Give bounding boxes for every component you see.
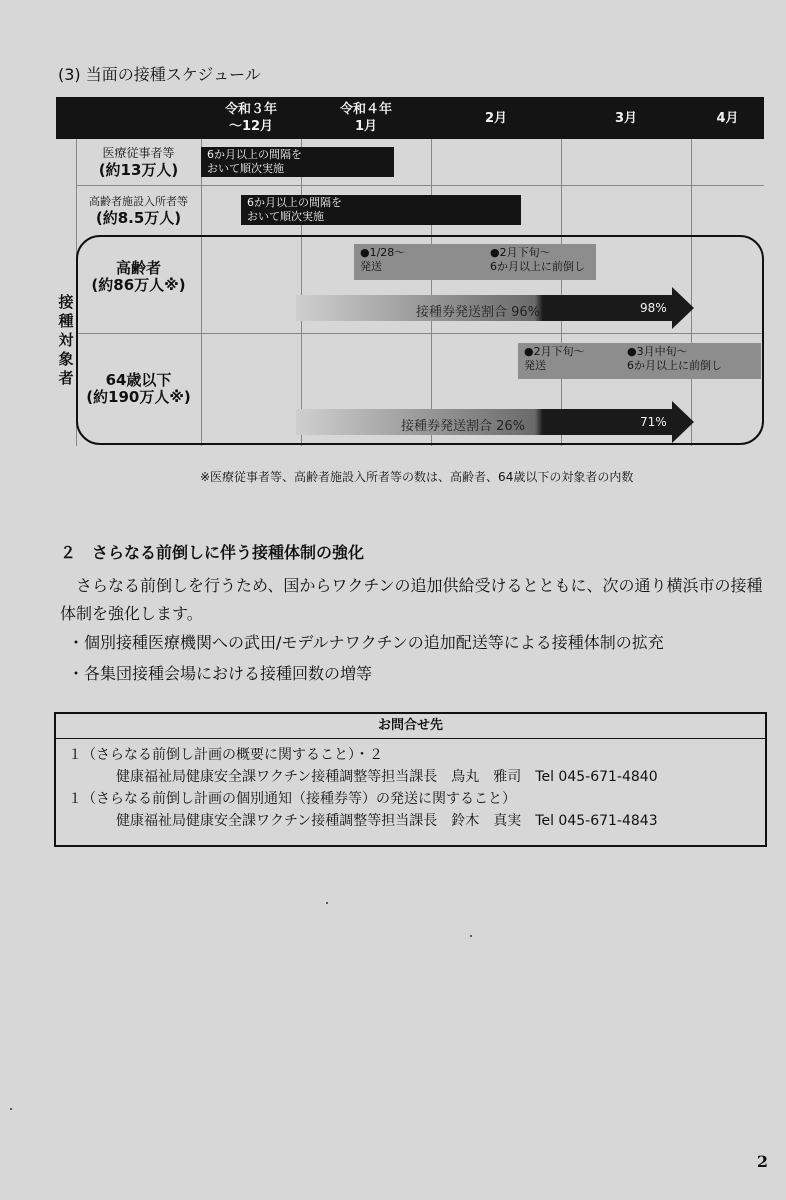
col-header-line2: 2月 — [484, 110, 508, 126]
arrow-elderly-value: 98% — [640, 301, 667, 315]
col-header-feb — [431, 97, 561, 139]
row-name: 医療従事者等 — [102, 146, 175, 160]
section-title: (3) 当面の接種スケジュール — [58, 65, 261, 84]
schedule-header — [56, 97, 764, 139]
row-name: 64歳以下 — [105, 371, 172, 389]
arrow-under64-label: 接種券発送割合 26% — [401, 419, 526, 434]
bullet-item: ・各集団接種会場における接種回数の増等 — [68, 664, 373, 683]
bar-facility: 6か月以上の間隔を おいて順次実施 — [241, 195, 521, 225]
row-name: 高齢者施設入所者等 — [89, 195, 188, 208]
page-number: 2 — [756, 1152, 768, 1171]
footnote: ※医療従事者等、高齢者施設入所者等の数は、高齢者、64歳以下の対象者の内数 — [200, 470, 634, 484]
col-header-jan — [301, 97, 431, 139]
col-header-apr — [691, 97, 764, 139]
contact-line: 健康福祉局健康安全課ワクチン接種調整等担当課長 鳥丸 雅司 Tel 045-671-4840 — [116, 769, 658, 785]
col-header-line2: 1月 — [354, 119, 378, 134]
col-header-line1: 令和４年 — [339, 102, 392, 117]
scan-speck — [326, 902, 328, 904]
contact-title: お問合せ先 — [56, 714, 765, 739]
vertical-char: 接 — [58, 292, 74, 311]
row-count: (約190万人※) — [86, 388, 191, 406]
note-elderly-send: ●1/28～ 発送 — [354, 244, 484, 280]
schedule-table — [56, 97, 764, 446]
row-count: (約86万人※) — [91, 276, 186, 294]
vertical-char: 者 — [58, 368, 74, 387]
contact-line: １（さらなる前倒し計画の個別通知（接種券等）の発送に関すること） — [68, 791, 516, 807]
row-label-medical — [76, 139, 201, 185]
col-header-line2: 3月 — [614, 110, 638, 126]
scan-speck — [470, 935, 472, 937]
vertical-char: 種 — [58, 311, 74, 330]
contact-line: １（さらなる前倒し計画の概要に関すること）・２ — [68, 747, 383, 763]
note-elderly-advance: ●2月下旬～ 6か月以上に前倒し — [484, 244, 596, 280]
bar-medical: 6か月以上の間隔を おいて順次実施 — [201, 147, 394, 177]
contact-line: 健康福祉局健康安全課ワクチン接種調整等担当課長 鈴木 真実 Tel 045-671-4843 — [116, 813, 658, 829]
section2-paragraph: さらなる前倒しを行うため、国からワクチンの追加供給受けるとともに、次の通り横浜市の接種体制を強化します。 — [60, 576, 763, 623]
row-label-facility — [76, 185, 201, 235]
note-under64-advance: ●3月中旬～ 6か月以上に前倒し — [621, 343, 761, 379]
vertical-char: 対 — [58, 330, 74, 349]
vertical-char: 象 — [58, 349, 74, 368]
col-header-line1: 令和３年 — [224, 102, 277, 117]
scan-speck — [10, 1108, 12, 1110]
row-count: (約8.5万人) — [95, 209, 182, 227]
col-header-line2: 4月 — [716, 110, 739, 126]
row-count: (約13万人) — [98, 161, 179, 179]
bullet-item: ・個別接種医療機関への武田/モデルナワクチンの追加配送等による接種体制の拡充 — [68, 633, 664, 652]
arrow-under64-value: 71% — [640, 415, 667, 429]
row-label-elderly — [76, 247, 201, 307]
contact-box — [54, 712, 767, 847]
col-header-line2: ～12月 — [228, 119, 274, 134]
row-label-under64 — [76, 359, 201, 419]
section2-heading: ２ さらなる前倒しに伴う接種体制の強化 — [60, 543, 365, 562]
vertical-label — [56, 235, 76, 445]
col-header-dec — [201, 97, 301, 139]
row-name: 高齢者 — [115, 259, 161, 277]
note-under64-send: ●2月下旬～ 発送 — [518, 343, 630, 379]
col-header-mar — [561, 97, 691, 139]
arrow-elderly-label: 接種券発送割合 96% — [416, 305, 541, 320]
